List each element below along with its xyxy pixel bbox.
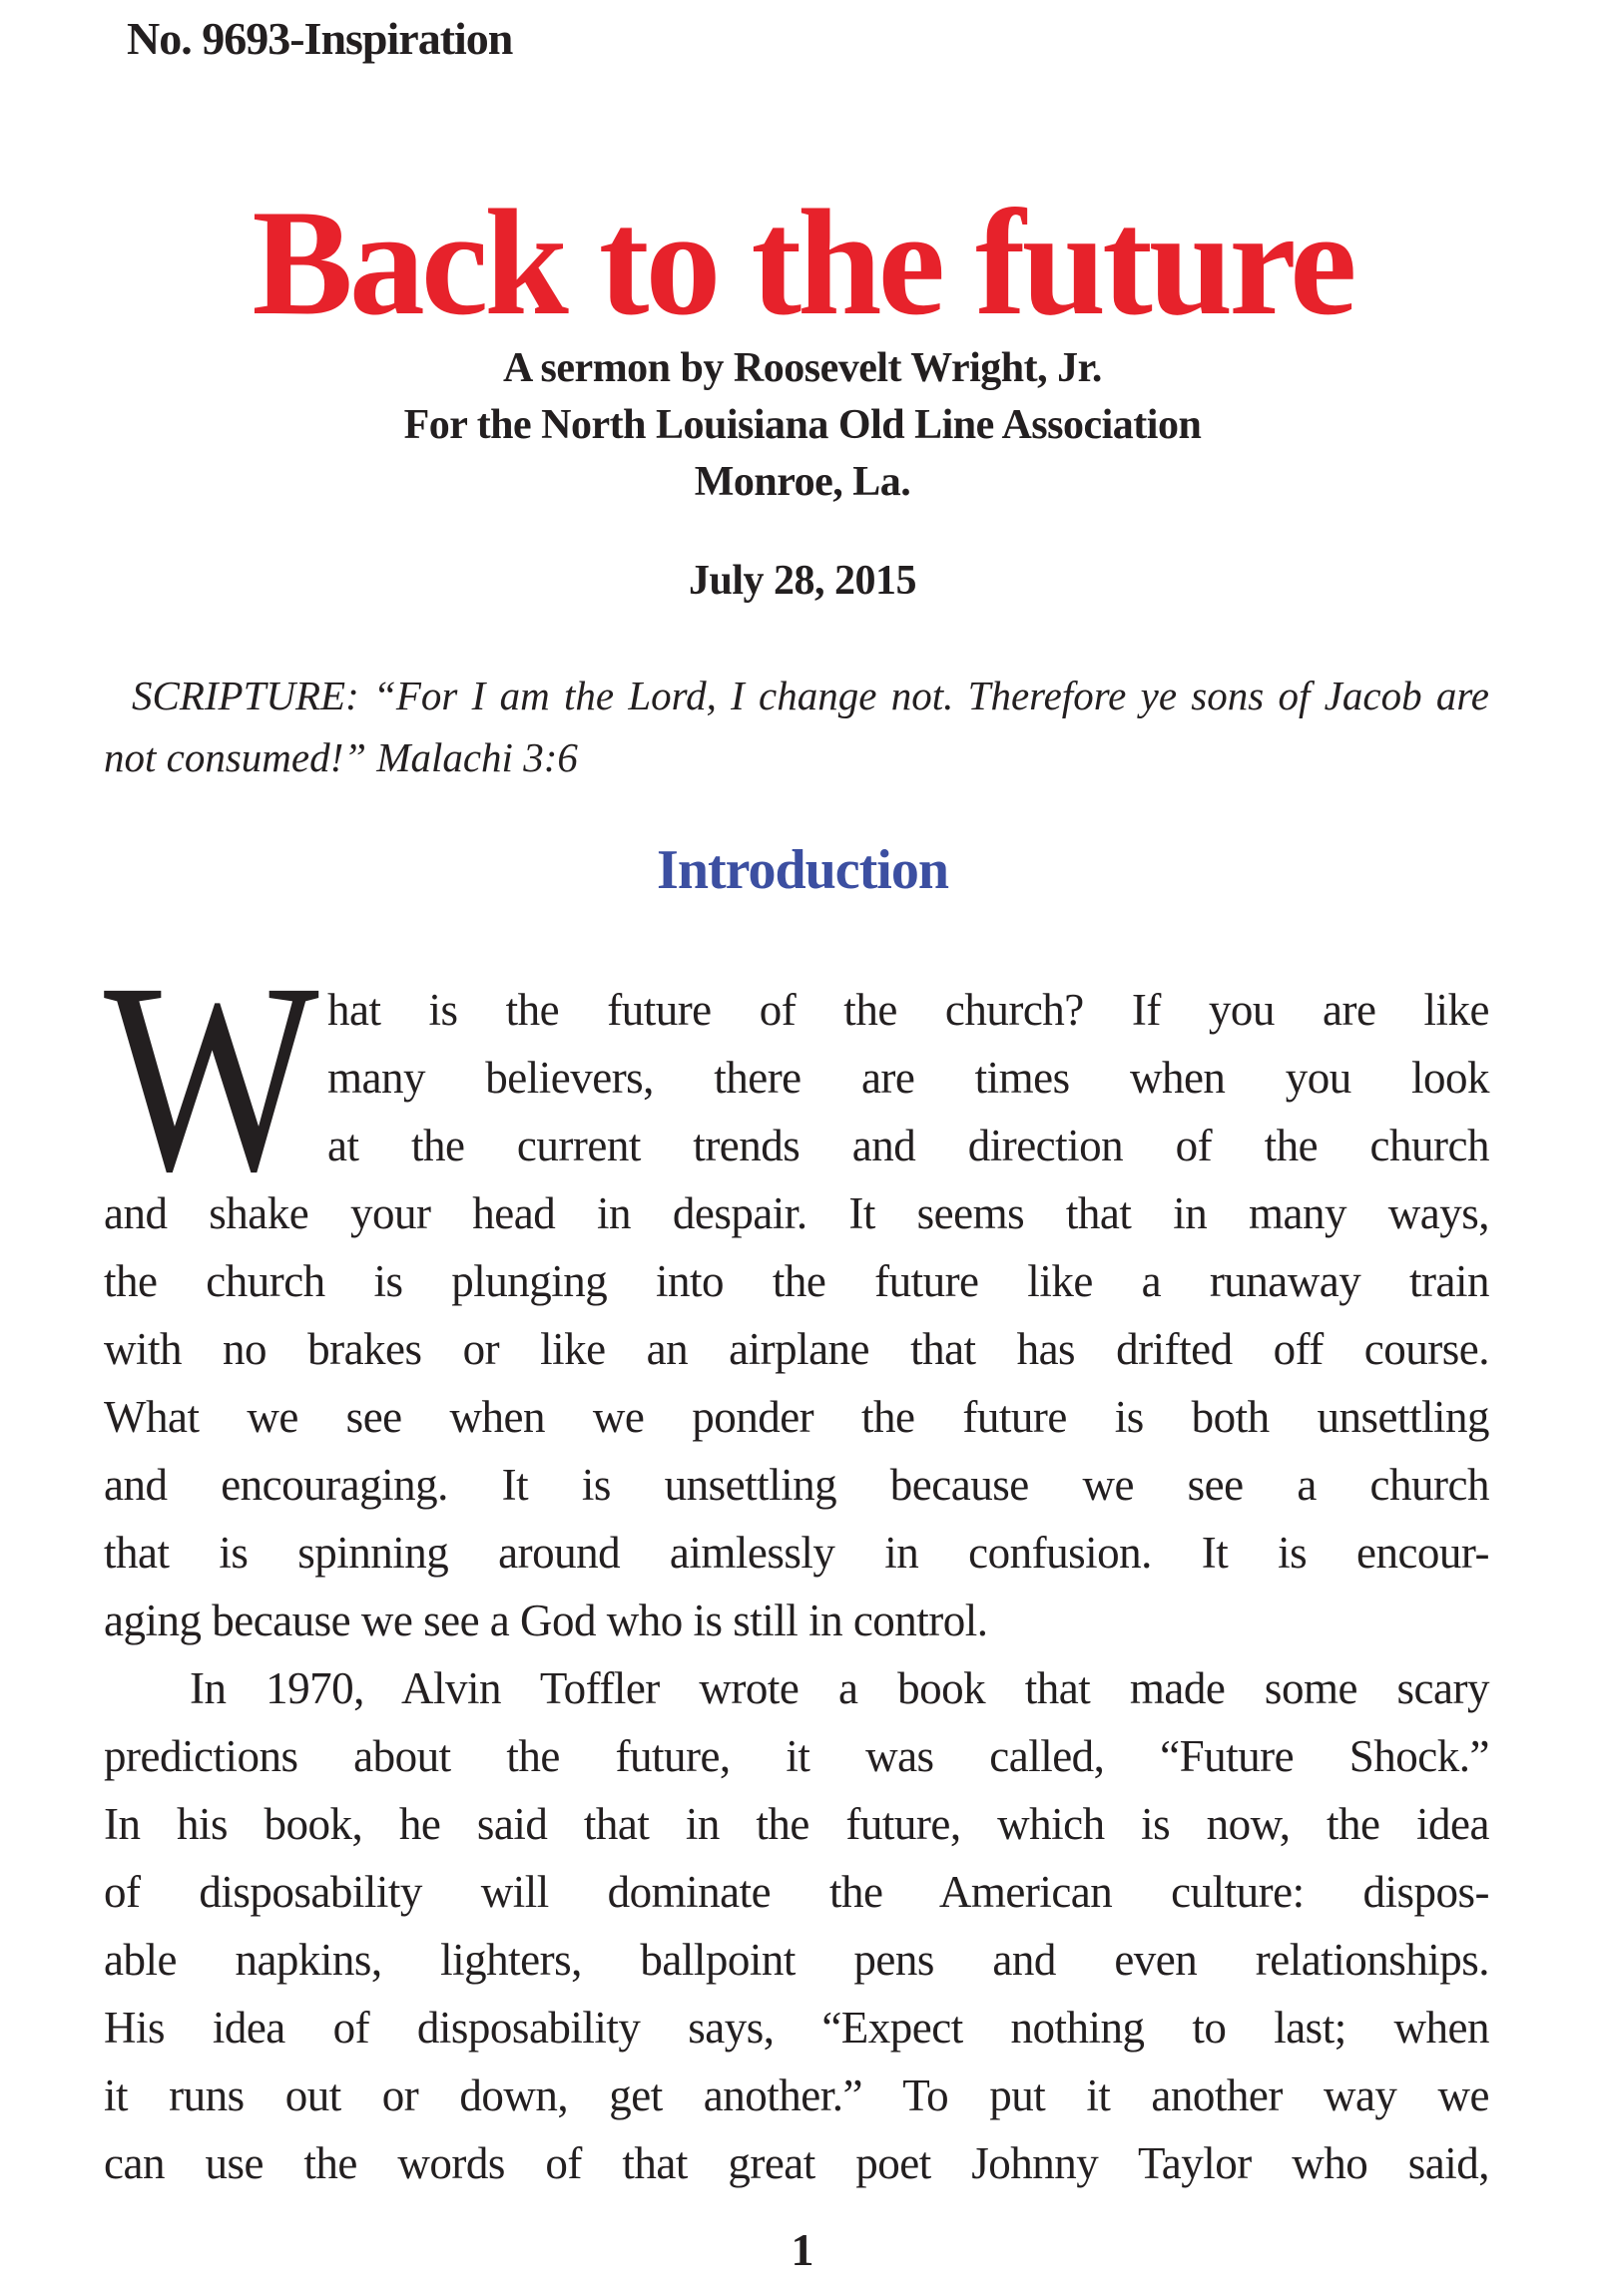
body-line: What we see when we ponder the future is both unsettling (104, 1392, 1489, 1442)
sermon-date: July 28, 2015 (688, 558, 917, 604)
section-heading-introduction: Introduction (657, 839, 948, 901)
body-line: In his book, he said that in the future, which is now, the idea (104, 1799, 1489, 1849)
document-number: No. 9693-Inspiration (127, 13, 513, 64)
body-line: the church is plunging into the future like a runaway train (104, 1256, 1489, 1306)
body-line: at the current trends and direction of the church (327, 1121, 1489, 1170)
sermon-title: Back to the future (252, 179, 1353, 346)
body-line: it runs out or down, get another.” To put it another way we (104, 2070, 1489, 2120)
location-line: Monroe, La. (694, 459, 911, 505)
scripture-passage (104, 665, 1489, 788)
body-line: can use the words of that great poet Johnny Taylor who said, (104, 2138, 1489, 2188)
dropcap-letter: W (104, 927, 319, 1227)
body-line: His idea of disposability says, “Expect nothing to last; when (104, 2003, 1489, 2053)
body-line: In 1970, Alvin Toffler wrote a book that made some scary (190, 1663, 1489, 1713)
body-line: predictions about the future, it was called, “Future Shock.” (104, 1731, 1489, 1781)
page-number: 1 (791, 2224, 814, 2275)
body-line: of disposability will dominate the American culture: dispos- (104, 1867, 1489, 1917)
sermon-byline: A sermon by Roosevelt Wright, Jr. (503, 345, 1102, 391)
body-line: aging because we see a God who is still in control. (104, 1596, 988, 1645)
body-line: and encouraging. It is unsettling because we see a church (104, 1460, 1489, 1510)
body-line: with no brakes or like an airplane that has drifted off course. (104, 1324, 1489, 1374)
scripture-line: not consumed!” Malachi 3:6 (104, 734, 578, 780)
scripture-line: SCRIPTURE: “For I am the Lord, I change not. Therefore ye sons of Jacob are (132, 673, 1489, 718)
association-line: For the North Louisiana Old Line Association (403, 402, 1202, 448)
body-line: that is spinning around aimlessly in confusion. It is encour- (104, 1528, 1489, 1578)
body-line: and shake your head in despair. It seems that in many ways, (104, 1188, 1489, 1238)
body-line: hat is the future of the church? If you are like (327, 985, 1489, 1035)
body-line: many believers, there are times when you look (327, 1053, 1489, 1103)
body-line: able napkins, lighters, ballpoint pens and even relationships. (104, 1935, 1489, 1985)
sermon-body (104, 927, 1489, 2197)
